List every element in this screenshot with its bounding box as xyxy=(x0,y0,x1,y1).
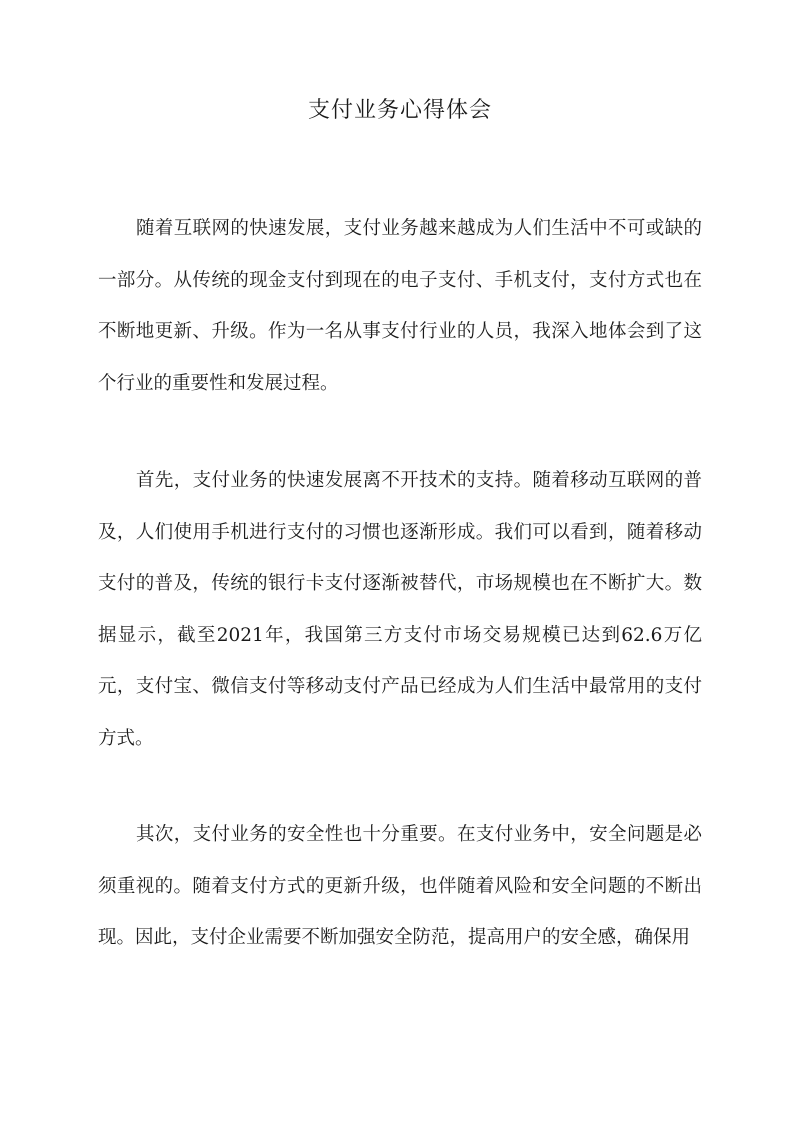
paragraph-technology: 首先，支付业务的快速发展离不开技术的支持。随着移动互联网的普及，人们使用手机进行支付的习惯也逐渐形成。我们可以看到，随着移动支付的普及，传统的银行卡支付逐渐被替代，市场规模也在不断扩大。数据显示，截至2021年，我国第三方支付市场交易规模已达到62.6万亿元，支付宝、微信支付等移动支付产品已经成为人们生活中最常用的支付方式。 xyxy=(98,470,702,749)
document-title: 支付业务心得体会 xyxy=(307,98,492,123)
paragraph-security: 其次，支付业务的安全性也十分重要。在支付业务中，安全问题是必须重视的。随着支付方式的更新升级，也伴随着风险和安全问题的不断出现。因此，支付企业需要不断加强安全防范，提高用户的安全感，确保用 xyxy=(98,824,702,948)
paragraph-intro: 随着互联网的快速发展，支付业务越来越成为人们生活中不可或缺的一部分。从传统的现金支付到现在的电子支付、手机支付，支付方式也在不断地更新、升级。作为一名从事支付行业的人员，我深入地体会到了这个行业的重要性和发展过程。 xyxy=(98,218,702,394)
